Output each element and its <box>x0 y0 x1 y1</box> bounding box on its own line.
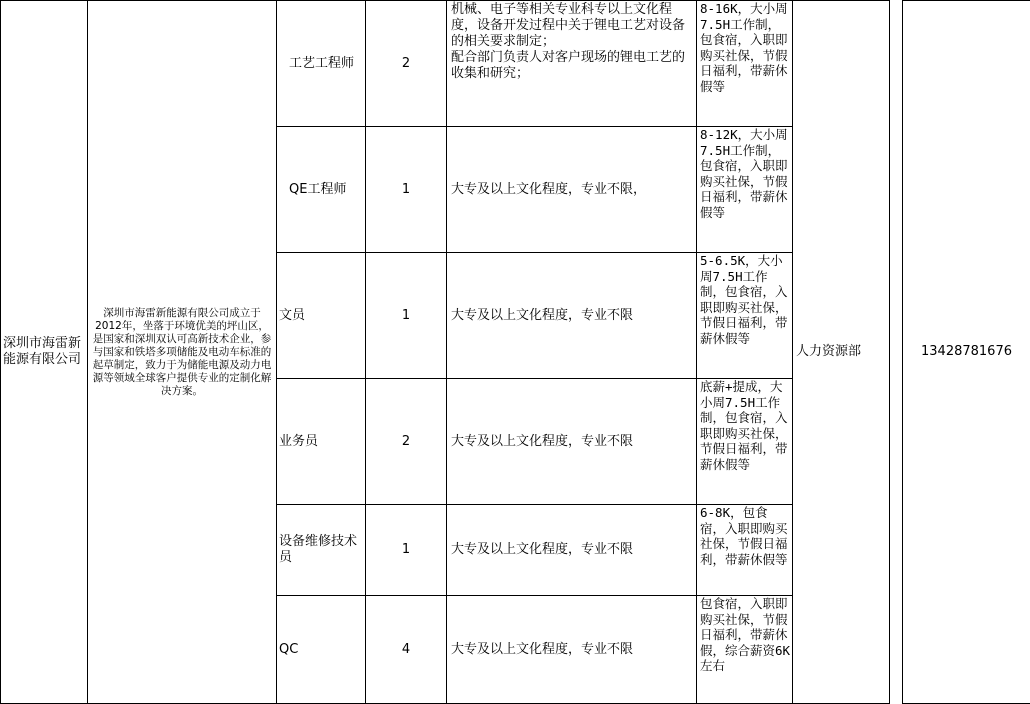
job-benefits-cell: 6-8K，包食宿，入职即购买社保，节假日福利，带薪休假等 <box>697 505 793 596</box>
job-benefits-cell: 包食宿，入职即购买社保，节假日福利，带薪休假，综合薪资6K左右 <box>697 596 793 704</box>
department-cell: 人力资源部 <box>793 1 890 704</box>
job-requirement-cell: 大专及以上文化程度，专业不限， <box>447 127 697 253</box>
job-title-cell: 业务员 <box>277 379 366 505</box>
job-title-cell: QC <box>277 596 366 704</box>
job-count-cell: 4 <box>366 596 447 704</box>
job-title-cell: 文员 <box>277 253 366 379</box>
job-benefits-cell: 5-6.5K，大小周7.5H工作制，包食宿，入职即购买社保，节假日福利，带薪休假等 <box>697 253 793 379</box>
company-intro-cell: 深圳市海雷新能源有限公司成立于2012年，坐落于环境优美的坪山区，是国家和深圳双认可高新技术企业，参与国家和铁塔多项储能及电动车标准的起草制定，致力于为储能电源及动力电源等领域全球客户提供专业的定制化解决方案。 <box>88 1 277 704</box>
job-title-cell: 设备维修技术员 <box>277 505 366 596</box>
job-requirement-cell: 大专及以上文化程度，专业不限 <box>447 253 697 379</box>
job-benefits-cell: 底薪+提成，大小周7.5H工作制，包食宿，入职即购买社保，节假日福利，带薪休假等 <box>697 379 793 505</box>
job-requirement-cell: 大专及以上文化程度，专业不限 <box>447 379 697 505</box>
job-row <box>1 1 1030 127</box>
job-benefits-cell: 8-16K，大小周7.5H工作制，包食宿，入职即购买社保，节假日福利，带薪休假等 <box>697 1 793 127</box>
job-count-cell: 1 <box>366 505 447 596</box>
job-requirement-cell: 大专及以上文化程度，专业不限 <box>447 596 697 704</box>
company-name-cell: 深圳市海雷新能源有限公司 <box>1 1 88 704</box>
job-count-cell: 1 <box>366 127 447 253</box>
job-requirement-cell: 大专及以上文化程度，专业不限 <box>447 505 697 596</box>
job-title-cell: QE工程师 <box>277 127 366 253</box>
job-requirement-cell: 机械、电子等相关专业科专以上文化程度，设备开发过程中关于锂电工艺对设备的相关要求制定； 配合部门负责人对客户现场的锂电工艺的收集和研究； <box>447 1 697 127</box>
job-benefits-cell: 8-12K，大小周7.5H工作制，包食宿，入职即购买社保，节假日福利，带薪休假等 <box>697 127 793 253</box>
phone-cell: 13428781676 <box>903 1 1030 704</box>
job-count-cell: 2 <box>366 379 447 505</box>
job-count-cell: 2 <box>366 1 447 127</box>
column-gap <box>890 1 903 704</box>
job-count-cell: 1 <box>366 253 447 379</box>
job-title-cell: 工艺工程师 <box>277 1 366 127</box>
